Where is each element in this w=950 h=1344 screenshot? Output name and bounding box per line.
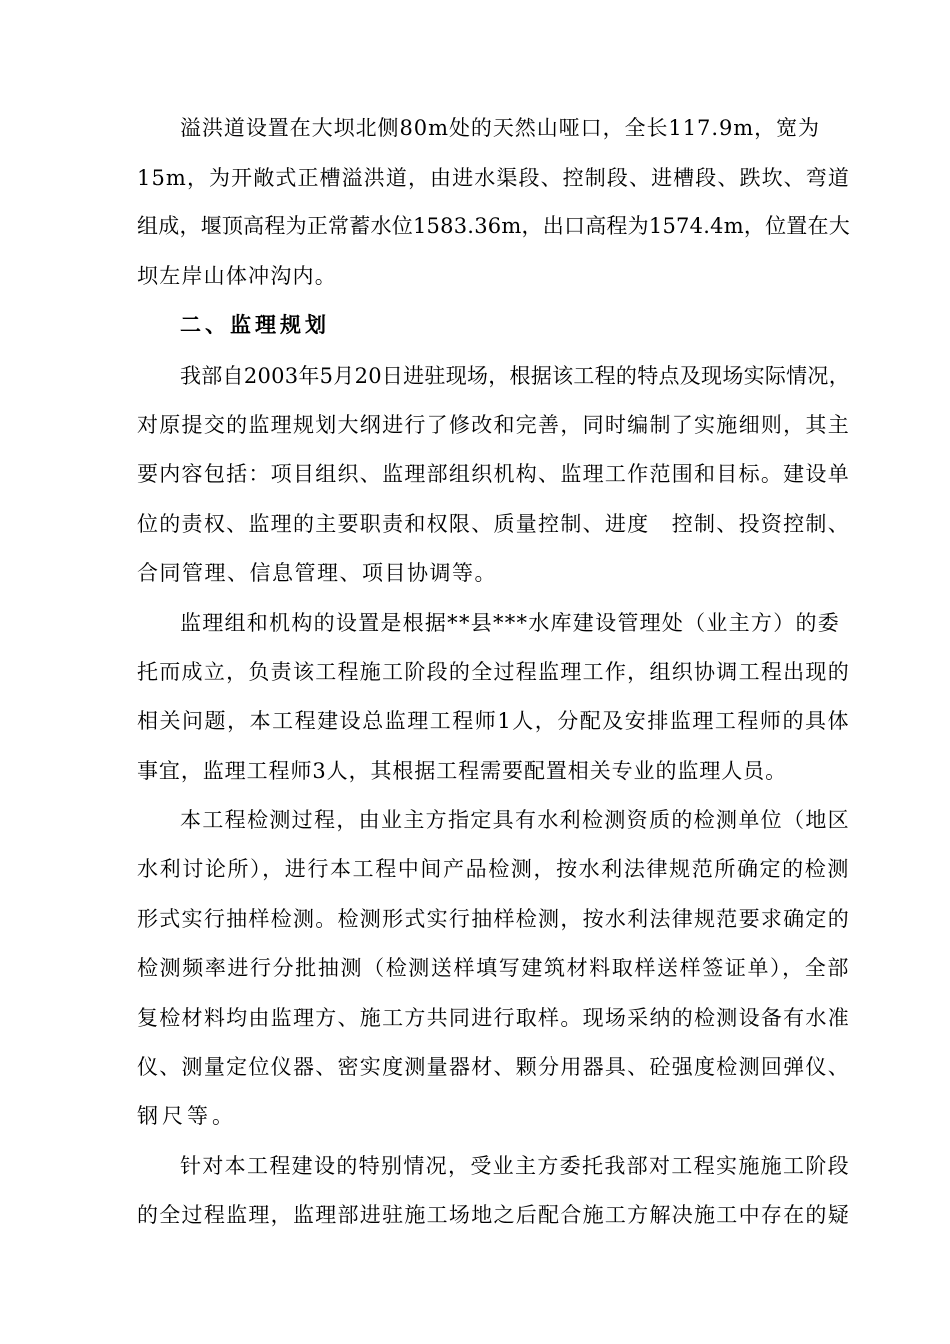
paragraph-2-line-4: 位的责权、监理的主要职责和权限、质量控制、进度 控制、投资控制、 xyxy=(137,512,850,536)
paragraph-4-line-7: 钢尺等。 xyxy=(137,1104,237,1128)
paragraph-1-line-1: 溢洪道设置在大坝北侧80m处的天然山哑口，全长117.9m，宽为 xyxy=(180,116,820,140)
section-heading: 二、监理规划 xyxy=(180,313,330,337)
paragraph-5-line-2: 的全过程监理，监理部进驻施工场地之后配合施工方解决施工中存在的疑 xyxy=(137,1203,850,1227)
paragraph-1-line-2: 15m，为开敞式正槽溢洪道，由进水渠段、控制段、进槽段、跌坎、弯道 xyxy=(137,166,850,190)
paragraph-1-line-3: 组成，堰顶高程为正常蓄水位1583.36m，出口高程为1574.4m，位置在大 xyxy=(137,214,850,238)
paragraph-2-line-3: 要内容包括：项目组织、监理部组织机构、监理工作范围和目标。建设单 xyxy=(137,462,850,486)
paragraph-3-line-4: 事宜，监理工程师3人，其根据工程需要配置相关专业的监理人员。 xyxy=(137,759,787,783)
paragraph-1-line-4: 坝左岸山体冲沟内。 xyxy=(137,264,337,288)
paragraph-4-line-1: 本工程检测过程，由业主方指定具有水利检测资质的检测单位（地区 xyxy=(180,808,850,832)
paragraph-2-line-1: 我部自2003年5月20日进驻现场，根据该工程的特点及现场实际情况， xyxy=(180,364,850,388)
paragraph-4-line-5: 复检材料均由监理方、施工方共同进行取样。现场采纳的检测设备有水准 xyxy=(137,1006,850,1030)
paragraph-5-line-1: 针对本工程建设的特别情况，受业主方委托我部对工程实施施工阶段 xyxy=(180,1154,850,1178)
paragraph-4-line-3: 形式实行抽样检测。检测形式实行抽样检测，按水利法律规范要求确定的 xyxy=(137,907,850,931)
paragraph-3-line-2: 托而成立，负责该工程施工阶段的全过程监理工作，组织协调工程出现的 xyxy=(137,660,850,684)
paragraph-4-line-6: 仪、测量定位仪器、密实度测量器材、颗分用器具、砼强度检测回弹仪、 xyxy=(137,1055,850,1079)
paragraph-2-line-2: 对原提交的监理规划大纲进行了修改和完善，同时编制了实施细则，其主 xyxy=(137,413,850,437)
paragraph-2-line-5: 合同管理、信息管理、项目协调等。 xyxy=(137,561,497,585)
paragraph-4-line-4: 检测频率进行分批抽测（检测送样填写建筑材料取样送样签证单），全部 xyxy=(137,956,850,980)
paragraph-3-line-1: 监理组和机构的设置是根据**县***水库建设管理处（业主方）的委 xyxy=(180,611,840,635)
paragraph-3-line-3: 相关问题，本工程建设总监理工程师1人，分配及安排监理工程师的具体 xyxy=(137,709,850,733)
paragraph-4-line-2: 水利讨论所），进行本工程中间产品检测，按水利法律规范所确定的检测 xyxy=(137,857,850,881)
